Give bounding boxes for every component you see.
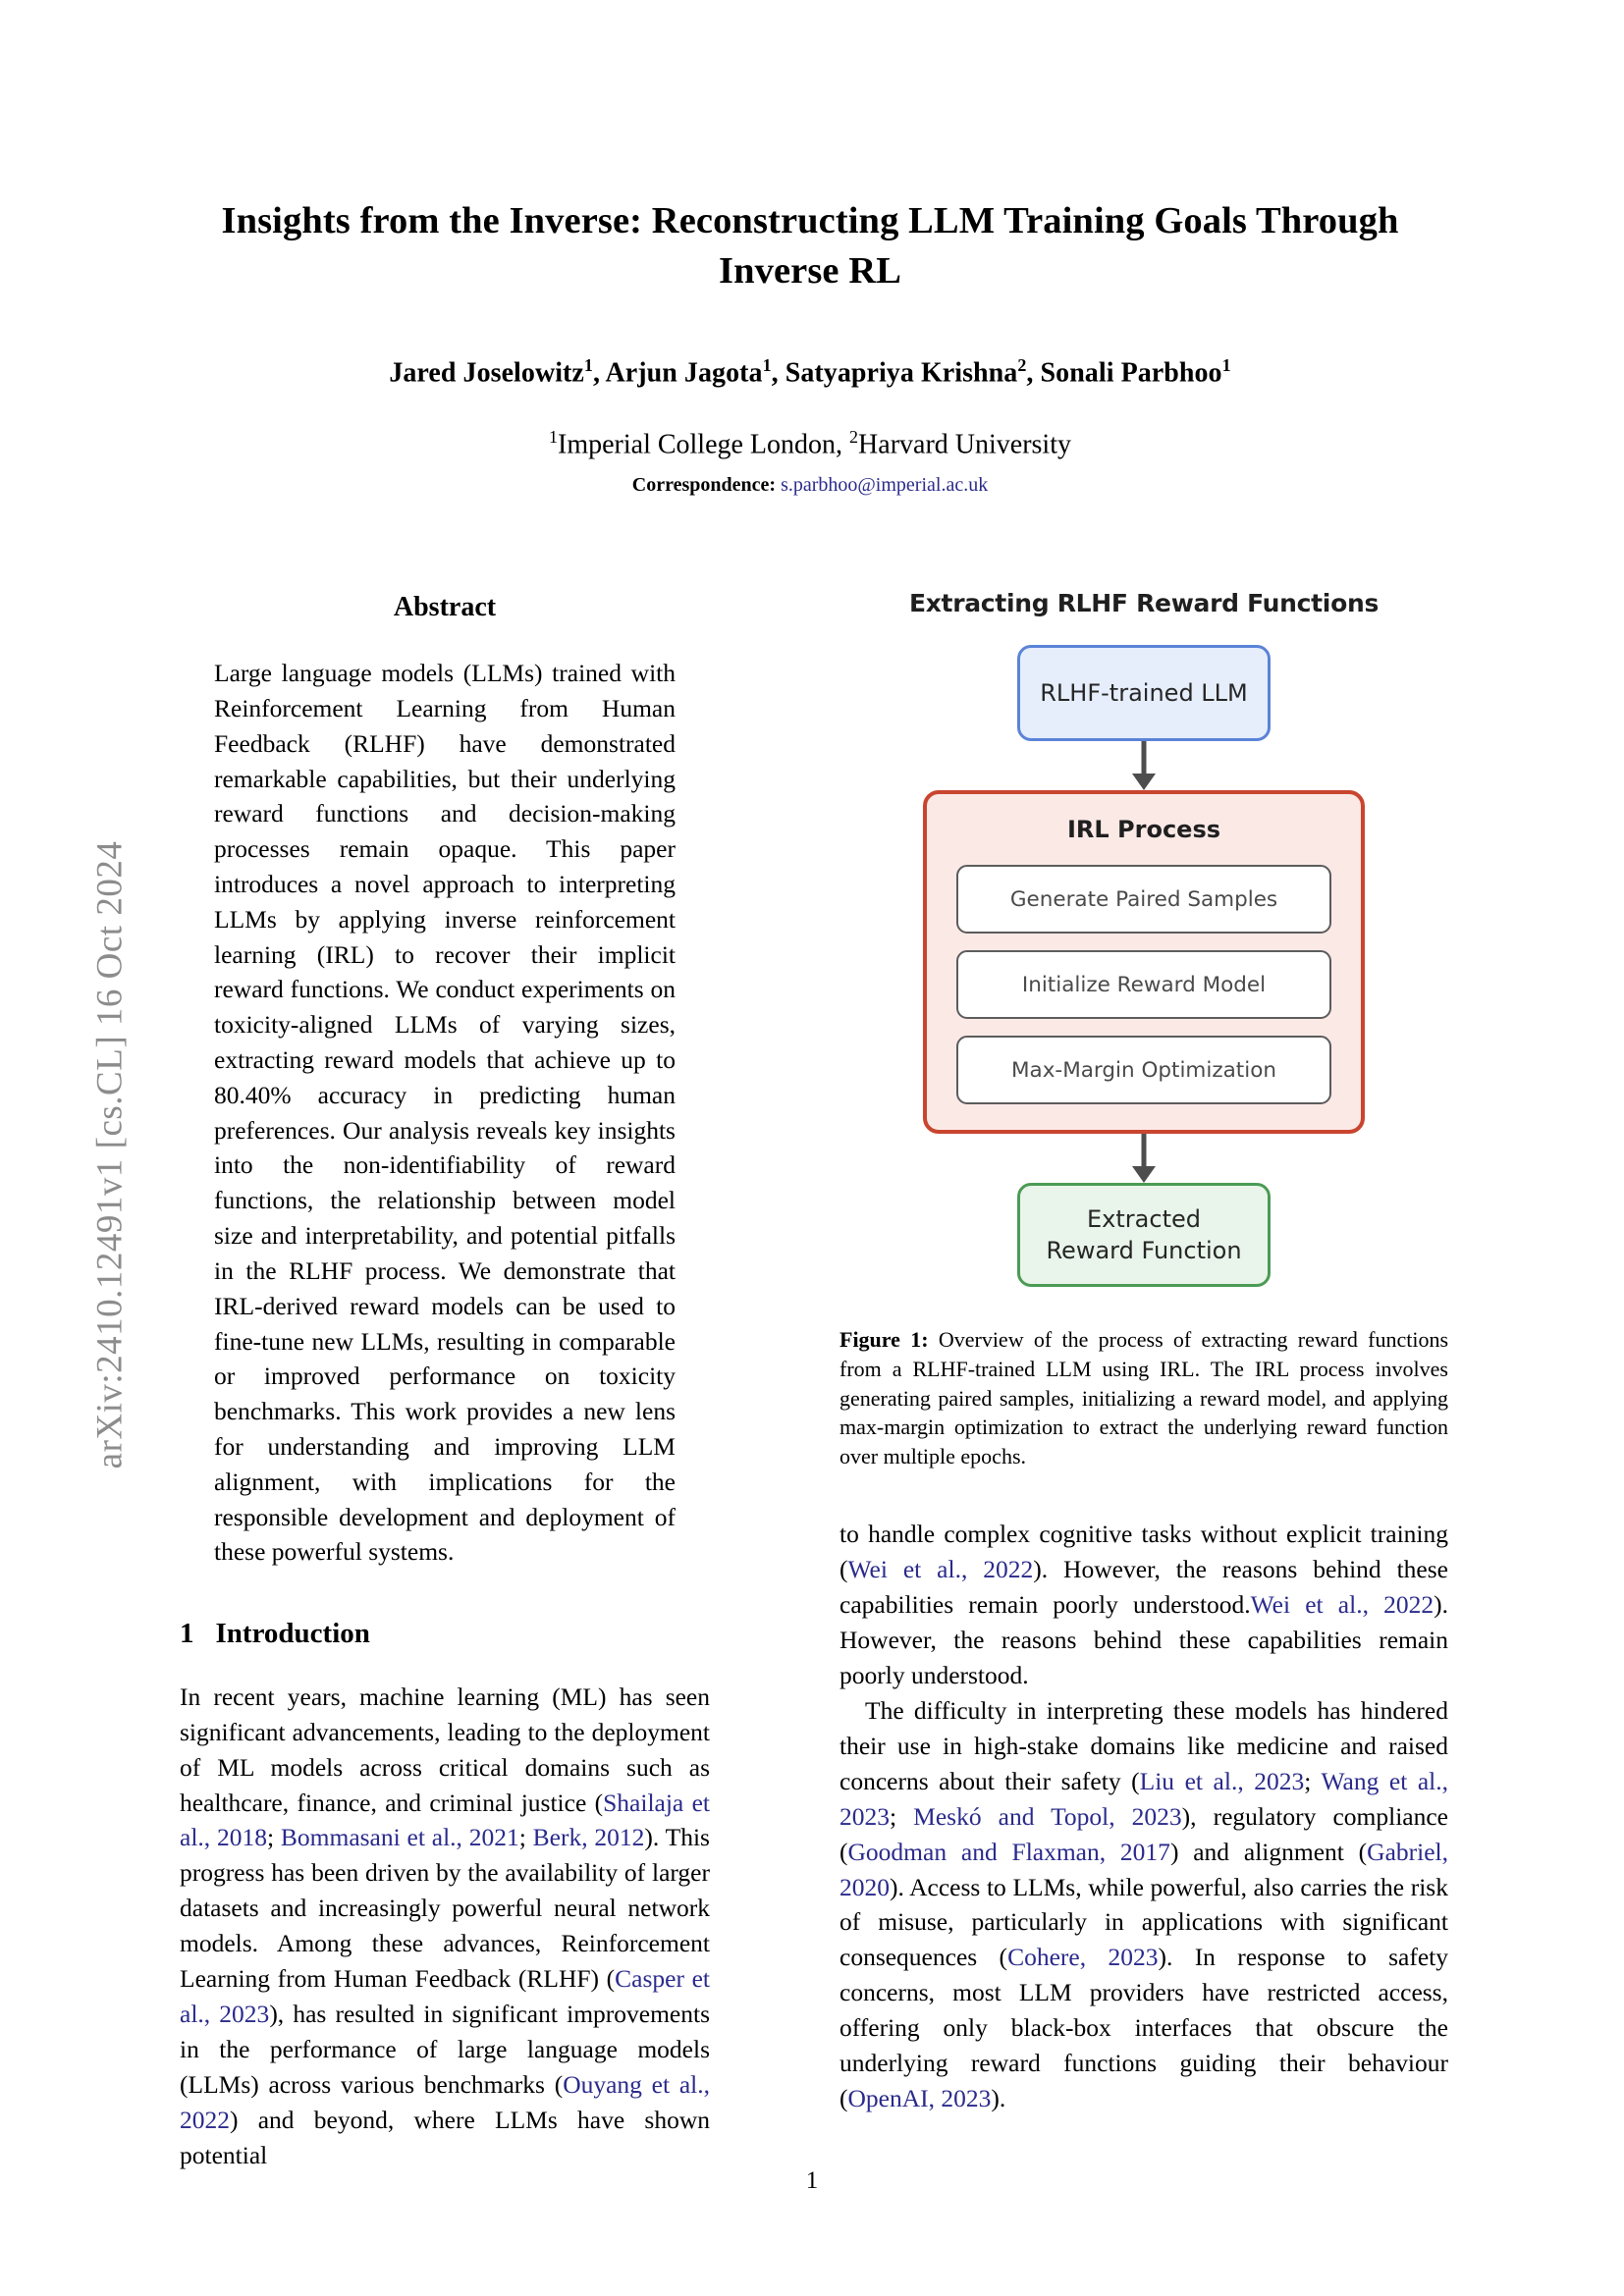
correspondence-label: Correspondence: (631, 474, 777, 497)
section-title: Introduction (215, 1618, 370, 1650)
diagram-title: Extracting RLHF Reward Functions (908, 589, 1380, 617)
intro-paragraph-1-continued (839, 1517, 1448, 1693)
citation-link[interactable]: Gabriel, 2020 (839, 1837, 1448, 1901)
right-column (839, 1517, 1448, 2116)
arxiv-stamp: arXiv:2410.12491v1 [cs.CL] 16 Oct 2024 (89, 840, 131, 1469)
flow-node-rlhf-trained-llm[interactable] (1017, 645, 1271, 741)
abstract-text: Large language models (LLMs) trained with Reinforcement Learning from Human Feedback (RLHF) have demonstrated remarkable capabilities, but their underlying reward functions and decision-making processes remain opaque. This paper introduces a novel approach to interpreting LLMs by applying inverse reinforcement learning (IRL) to recover their implicit reward functions. We conduct experiments on toxicity-aligned LLMs of varying sizes, extracting reward models that achieve up to 80.40% accuracy in predicting human preferences. Our analysis reveals key insights into the non-identifiability of reward functions, the relationship between model size and interpretability, and potential pitfalls in the RLHF process. We demonstrate that IRL-derived reward models can be used to fine-tune new LLMs, resulting in comparable or improved performance on toxicity benchmarks. This work provides a new lens for understanding and improving LLM alignment, with implications for the responsible development and deployment of these powerful systems. (214, 659, 676, 1567)
affiliation-name: Imperial College London (558, 429, 837, 460)
flow-node-label: RLHF-trained LLM (1040, 679, 1248, 707)
author-affiliation-marker: 1 (762, 355, 772, 376)
body-text: ; (266, 1823, 281, 1852)
flow-node-label-line2: Reward Function (1046, 1237, 1242, 1264)
body-text: ) and alignment ( (1169, 1837, 1368, 1866)
author-affiliation-marker: 1 (583, 355, 593, 376)
citation-link[interactable]: Cohere, 2023 (1007, 1943, 1159, 1972)
author-list: Jared Joselowitz$^1$, Arjun Jagota$^1$, Satyapriya Krishna$^2$, Sonali Parbhoo$^1$ (389, 355, 1231, 389)
affiliation-name: Harvard University (858, 429, 1071, 460)
citation-link[interactable]: Shailaja et al., 2018 (180, 1788, 710, 1852)
body-text: ; (518, 1823, 533, 1852)
flow-step-label: Initialize Reward Model (1021, 972, 1267, 997)
body-text: ). However, the reasons behind these capabilities remain poorly understood. (839, 1589, 1448, 1689)
flow-step-generate-paired-samples[interactable] (956, 865, 1331, 934)
body-text: ). This progress has been driven by the availability of larger datasets and increasingly powerful neural network models. Among these advances, Reinforcement Learning from Human Feedback (RLHF) ( (180, 1823, 710, 1994)
arrow-head (1132, 1166, 1156, 1183)
citation-link[interactable]: Goodman and Flaxman, 2017 (847, 1837, 1170, 1866)
citation-link[interactable]: Ouyang et al., 2022 (180, 2070, 710, 2135)
citation-link[interactable]: Wei et al., 2022 (847, 1554, 1034, 1583)
author-name: Jared Joselowitz (389, 357, 584, 389)
arrow-down-icon (839, 741, 1448, 790)
citation-link[interactable]: Wang et al., 2023 (839, 1766, 1448, 1831)
title-block (177, 196, 1443, 497)
affiliation-list: $^1$Imperial College London, $^2$Harvard University (549, 426, 1071, 460)
section-heading-introduction (180, 1615, 710, 1653)
body-text: ). However, the reasons behind these capabilities remain poorly understood. (839, 1554, 1448, 1619)
left-column (180, 589, 710, 2173)
arrow-head (1132, 774, 1156, 790)
flow-group-irl-process[interactable] (923, 790, 1365, 1134)
body-text: ). Access to LLMs, while powerful, also carries the risk of misuse, particularly in applications with significant consequences ( (839, 1872, 1448, 1972)
intro-paragraph-1 (180, 1680, 710, 2173)
flow-step-label: Generate Paired Samples (1009, 886, 1278, 912)
citation-link[interactable]: OpenAI, 2023 (847, 2084, 992, 2113)
affiliation-marker: 2 (849, 426, 859, 447)
abstract-heading: Abstract (393, 592, 497, 622)
citation-link[interactable]: Wei et al., 2022 (1250, 1589, 1435, 1619)
arrow-shaft (1142, 1134, 1147, 1169)
flowchart (839, 645, 1448, 1287)
page-title: Insights from the Inverse: Reconstructing LLM Training Goals Through Inverse RL (221, 200, 1399, 293)
figure-caption-label: Figure 1: (839, 1327, 929, 1352)
arrow-shaft (1142, 741, 1147, 776)
affiliation-marker: 1 (549, 426, 558, 447)
body-text: ; (890, 1801, 914, 1831)
citation-link[interactable]: Bommasani et al., 2021 (280, 1823, 519, 1852)
body-text: ), has resulted in significant improvements in the performance of large language models (LLMs) across various benchmarks ( (180, 2000, 710, 2100)
author-name: Satyapriya Krishna (785, 357, 1018, 389)
figure-caption (839, 1325, 1448, 1471)
page-number: 1 (805, 2167, 819, 2194)
flow-step-initialize-reward-model[interactable] (956, 950, 1331, 1019)
section-number: 1 (180, 1618, 194, 1650)
flow-node-label-line1: Extracted (1087, 1204, 1201, 1233)
citation-link[interactable]: Liu et al., 2023 (1139, 1766, 1305, 1795)
body-text: In recent years, machine learning (ML) has seen significant advancements, leading to the deployment of ML models across critical domains such as healthcare, finance, and criminal justice ( (180, 1682, 710, 1817)
flow-node-extracted-reward-function[interactable] (1017, 1183, 1271, 1287)
arrow-down-icon (839, 1134, 1448, 1183)
citation-link[interactable]: Berk, 2012 (532, 1823, 645, 1852)
body-text: The difficulty in interpreting these models has hindered their use in high-stake domains like medicine and raised concerns about their safety ( (839, 1695, 1448, 1795)
correspondence (177, 474, 1443, 497)
body-text: ) and beyond, where LLMs have shown potential (180, 2106, 710, 2170)
author-name: Arjun Jagota (605, 357, 763, 389)
figure-1 (839, 589, 1448, 1287)
body-text: to handle complex cognitive tasks without explicit training ( (839, 1520, 1448, 1583)
correspondence-email-link[interactable]: s.parbhoo@imperial.ac.uk (781, 474, 989, 497)
body-text: ), regulatory compliance ( (839, 1801, 1449, 1866)
flow-step-max-margin-optimization[interactable] (956, 1036, 1331, 1104)
intro-paragraph-2 (839, 1693, 1448, 2116)
figure-caption-text: Overview of the process of extracting reward functions from a RLHF-trained LLM using IRL. The IRL process involves generating paired samples, initializing a reward model, and applying max-margin optimization to extract the underlying reward function over multiple epochs. (839, 1327, 1449, 1469)
body-text: ). (991, 2084, 1006, 2113)
author-name: Sonali Parbhoo (1040, 357, 1222, 389)
author-affiliation-marker: 1 (1221, 355, 1231, 376)
flow-group-title: IRL Process (1066, 816, 1221, 843)
flow-step-label: Max-Margin Optimization (1010, 1057, 1276, 1083)
body-text: ). In response to safety concerns, most LLM providers have restricted access, offering only black-box interfaces that obscure the underlying reward functions guiding their behaviour ( (839, 1943, 1448, 2113)
citation-link[interactable]: Meskó and Topol, 2023 (913, 1801, 1182, 1831)
body-text: ; (1304, 1766, 1322, 1795)
author-affiliation-marker: 2 (1017, 355, 1027, 376)
citation-link[interactable]: Casper et al., 2023 (180, 1964, 710, 2029)
